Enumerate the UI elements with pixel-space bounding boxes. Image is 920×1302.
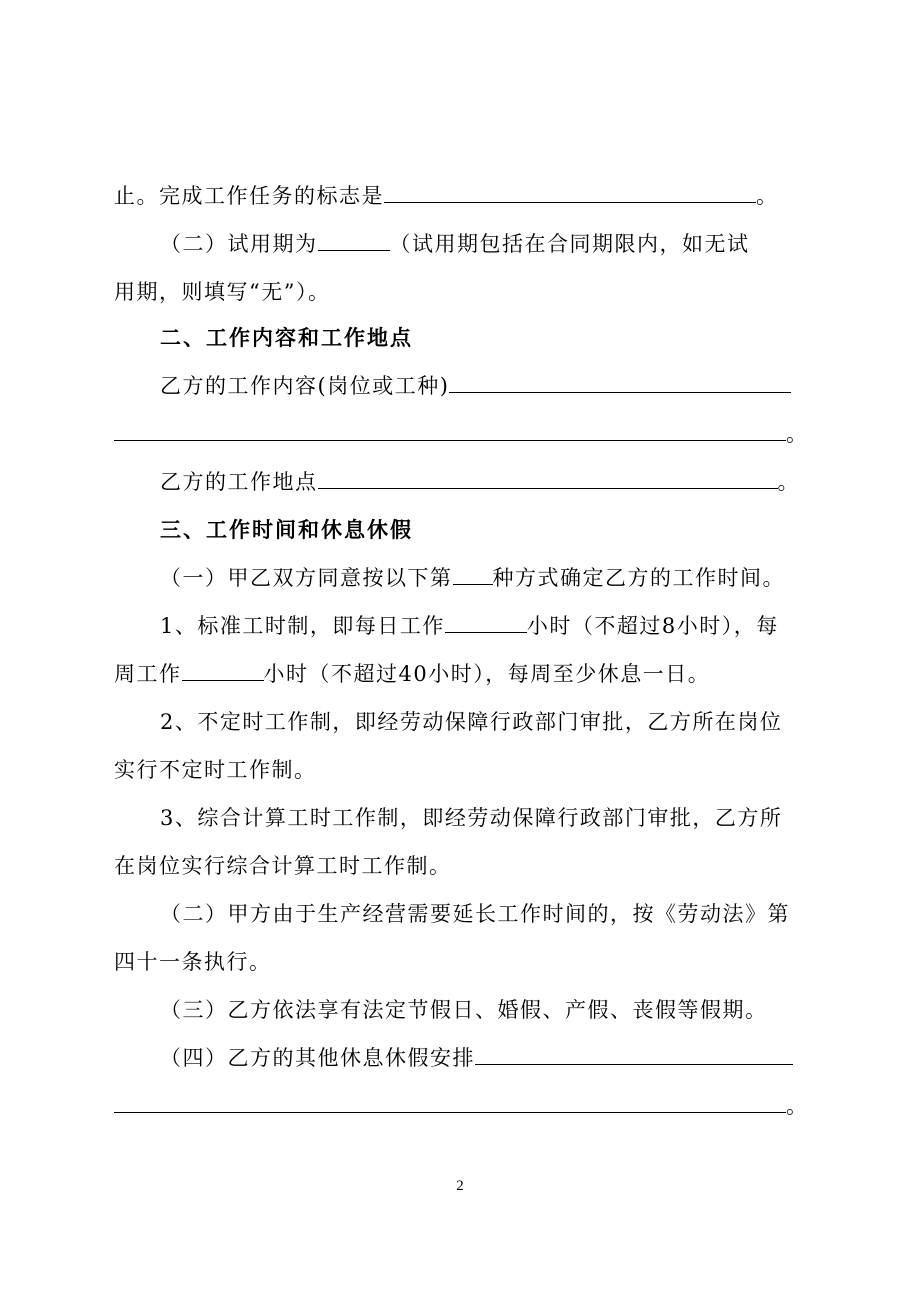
line-probation-cont bbox=[114, 277, 330, 307]
fill-blank[interactable] bbox=[449, 371, 791, 393]
text: 四十一条执行。 bbox=[114, 950, 272, 974]
line-weekly-hours bbox=[114, 659, 710, 689]
fill-blank[interactable] bbox=[114, 419, 786, 441]
line-method-select bbox=[160, 563, 785, 593]
fill-blank[interactable] bbox=[318, 229, 390, 251]
text: （二）试用期为 bbox=[160, 232, 318, 256]
text: （试用期包括在合同期限内，如无试 bbox=[389, 232, 750, 256]
text: 止。完成工作任务的标志是 bbox=[114, 184, 384, 208]
fill-blank[interactable] bbox=[384, 181, 756, 203]
text: 种方式确定乙方的工作时间。 bbox=[492, 566, 785, 590]
fill-blank[interactable] bbox=[182, 659, 264, 681]
line-comprehensive-hours bbox=[160, 803, 782, 833]
text: 3、综合计算工时工作制，即经劳动保障行政部门审批，乙方所 bbox=[160, 806, 783, 830]
text: 周工作 bbox=[114, 662, 182, 686]
page-number: 2 bbox=[456, 1178, 464, 1194]
heading-text: 二、工作内容和工作地点 bbox=[160, 325, 413, 350]
fill-blank[interactable] bbox=[114, 1091, 786, 1113]
line-flexible-hours-cont bbox=[114, 755, 317, 785]
text: 用期，则填写“无”）。 bbox=[114, 280, 331, 304]
text: 。 bbox=[786, 422, 809, 446]
line-probation bbox=[160, 229, 750, 259]
text: 1、标准工时制，即每日工作 bbox=[160, 614, 445, 638]
line-standard-hours bbox=[160, 611, 779, 641]
text: 乙方的工作内容(岗位或工种) bbox=[160, 374, 450, 398]
line-work-content bbox=[160, 371, 791, 401]
line-other-leave bbox=[160, 1043, 793, 1073]
text: 小时（不超过8小时），每 bbox=[526, 614, 779, 638]
text: 实行不定时工作制。 bbox=[114, 758, 317, 782]
text: 。 bbox=[756, 184, 779, 208]
line-comprehensive-hours-cont bbox=[114, 851, 452, 881]
line-holidays bbox=[160, 995, 768, 1025]
text: （一）甲乙双方同意按以下第 bbox=[160, 566, 453, 590]
line-work-content-cont bbox=[114, 419, 809, 449]
text: 在岗位实行综合计算工时工作制。 bbox=[114, 854, 452, 878]
heading-section-2 bbox=[160, 323, 413, 353]
text: 。 bbox=[786, 1094, 809, 1118]
line-other-leave-cont bbox=[114, 1091, 809, 1121]
fill-blank[interactable] bbox=[445, 611, 527, 633]
line-overtime-cont bbox=[114, 947, 272, 977]
line-flexible-hours bbox=[160, 707, 782, 737]
text: （二）甲方由于生产经营需要延长工作时间的，按《劳动法》第 bbox=[160, 902, 790, 926]
text: （三）乙方依法享有法定节假日、婚假、产假、丧假等假期。 bbox=[160, 998, 768, 1022]
text: 2、不定时工作制，即经劳动保障行政部门审批，乙方所在岗位 bbox=[160, 710, 783, 734]
line-work-location bbox=[160, 467, 800, 497]
fill-blank[interactable] bbox=[453, 563, 493, 585]
fill-blank[interactable] bbox=[475, 1043, 793, 1065]
fill-blank[interactable] bbox=[318, 467, 778, 489]
text: 。 bbox=[777, 470, 800, 494]
line-completion-mark bbox=[114, 181, 779, 211]
heading-section-3 bbox=[160, 515, 413, 545]
text: 小时（不超过40小时），每周至少休息一日。 bbox=[263, 662, 711, 686]
heading-text: 三、工作时间和休息休假 bbox=[160, 517, 413, 542]
text: 乙方的工作地点 bbox=[160, 470, 318, 494]
text: （四）乙方的其他休息休假安排 bbox=[160, 1046, 475, 1070]
line-overtime bbox=[160, 899, 790, 929]
